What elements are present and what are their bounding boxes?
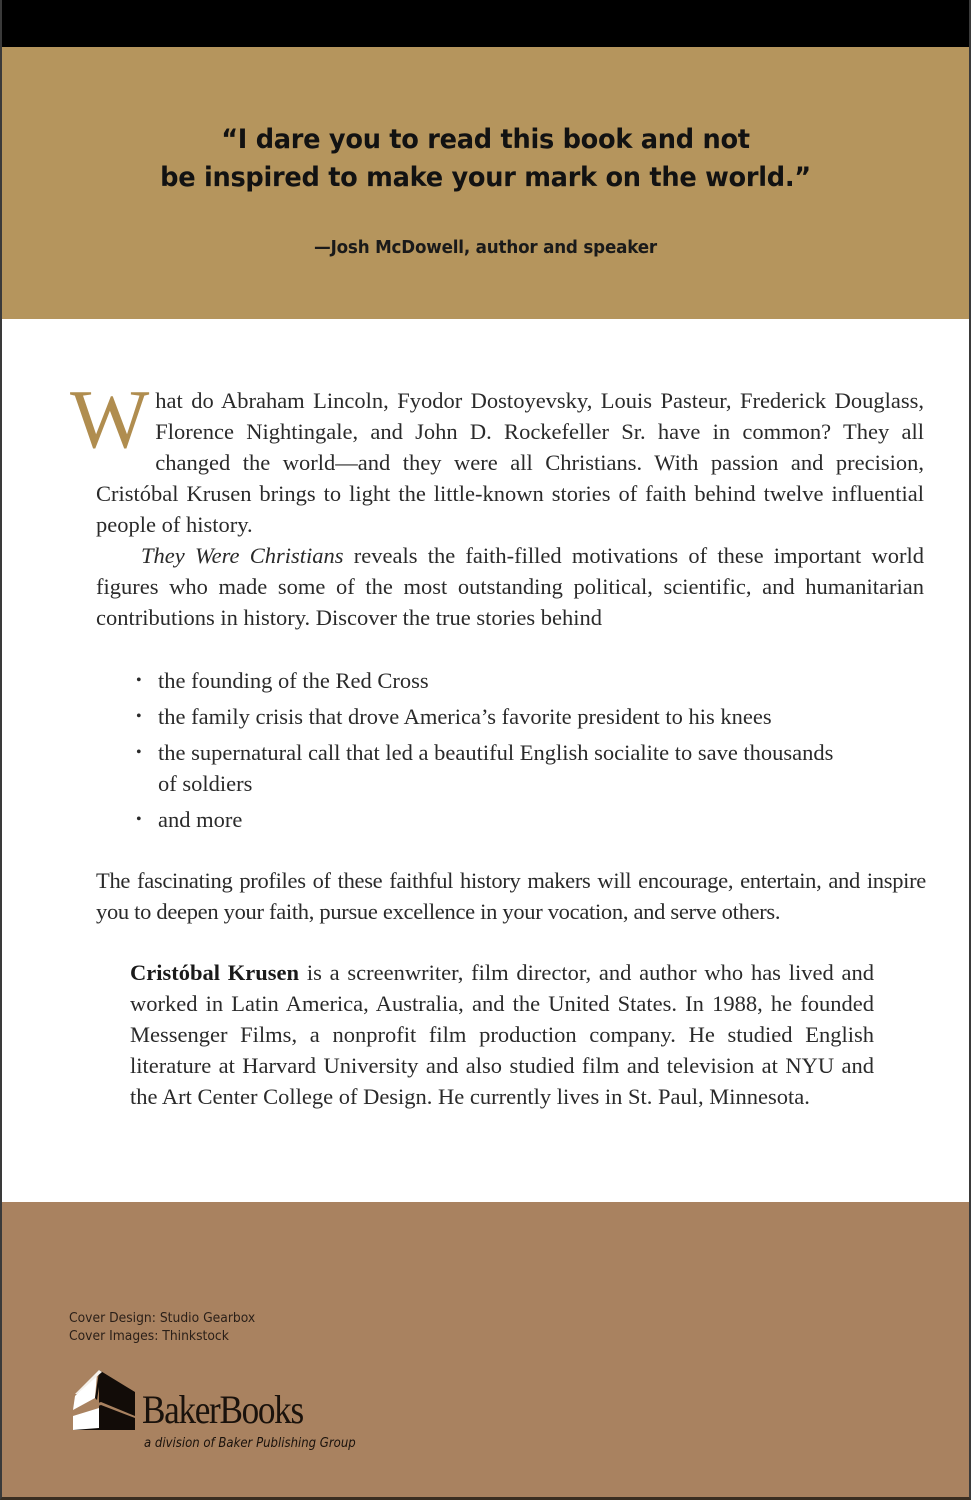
publisher-logo (69, 1370, 389, 1460)
author-bio (130, 957, 874, 1112)
list-item (132, 701, 852, 732)
list-item-text: the founding of the Red Cross (158, 668, 429, 693)
cover-credits (69, 1310, 255, 1346)
author-name: Cristóbal Krusen (130, 960, 300, 985)
author-bio-text: is a screenwriter, film director, and author who has lived and worked in Latin America, Australia, and the United States. In 1988, he founded Messenger Films, a nonprofit film production company. He studied English literature at Harvard University and also studied film and television at NYU and the Art Center College of Design. He currently lives in St. Paul, Minnesota. (130, 960, 874, 1109)
closing-paragraph: The fascinating profiles of these faithful history makers will encourage, entertain, and inspire you to deepen your faith, pursue excellence in your vocation, and serve others. (96, 868, 926, 924)
cover-design-credit: Cover Design: Studio Gearbox (69, 1311, 256, 1326)
list-item (132, 804, 852, 835)
bullet-icon: • (136, 744, 142, 761)
list-item-text: the family crisis that drove America’s favorite president to his knees (158, 704, 772, 729)
bullet-icon: • (136, 672, 142, 689)
intro-text: hat do Abraham Lincoln, Fyodor Dostoyevsky, Louis Pasteur, Frederick Douglass, Florence Nightingale, and John D. Rockefeller Sr. have in common? They all changed the world—and they were all Christians. With passion and precision, Cristóbal Krusen brings to light the little-known stories of faith behind twelve influential people of history. (96, 388, 924, 537)
description-section (2, 319, 969, 1202)
quote-line-2: be inspired to make your mark on the world.” (160, 162, 811, 193)
publisher-section (2, 1202, 969, 1497)
quote-attribution: —Josh McDowell, author and speaker (314, 237, 657, 258)
cover-images-credit: Cover Images: Thinkstock (69, 1329, 229, 1344)
bullet-icon: • (136, 811, 142, 828)
list-item (132, 665, 852, 696)
endorsement-quote (26, 121, 945, 197)
book-title: They Were Christians (141, 543, 344, 568)
list-item-text: and more (158, 807, 243, 832)
quote-line-1: “I dare you to read this book and not (221, 124, 750, 155)
list-item (132, 737, 852, 799)
bullet-icon: • (136, 708, 142, 725)
publisher-tagline: a division of Baker Publishing Group (144, 1436, 356, 1451)
publisher-name: BakerBooks (142, 1387, 303, 1432)
book-summary-paragraph (96, 540, 924, 633)
list-item-text: the supernatural call that led a beautiful English socialite to save thousands of soldiers (158, 740, 834, 796)
top-black-band (2, 0, 969, 47)
endorsement-section (2, 47, 969, 319)
stacked-books-icon (69, 1370, 135, 1432)
stories-list (132, 665, 852, 840)
intro-paragraph (70, 373, 924, 540)
book-summary-text: reveals the faith-filled motivations of these important world figures who made some of the most outstanding political, scientific, and humanitarian contributions in history. Discover the true stories behind (96, 543, 924, 630)
drop-cap: W (70, 373, 150, 466)
